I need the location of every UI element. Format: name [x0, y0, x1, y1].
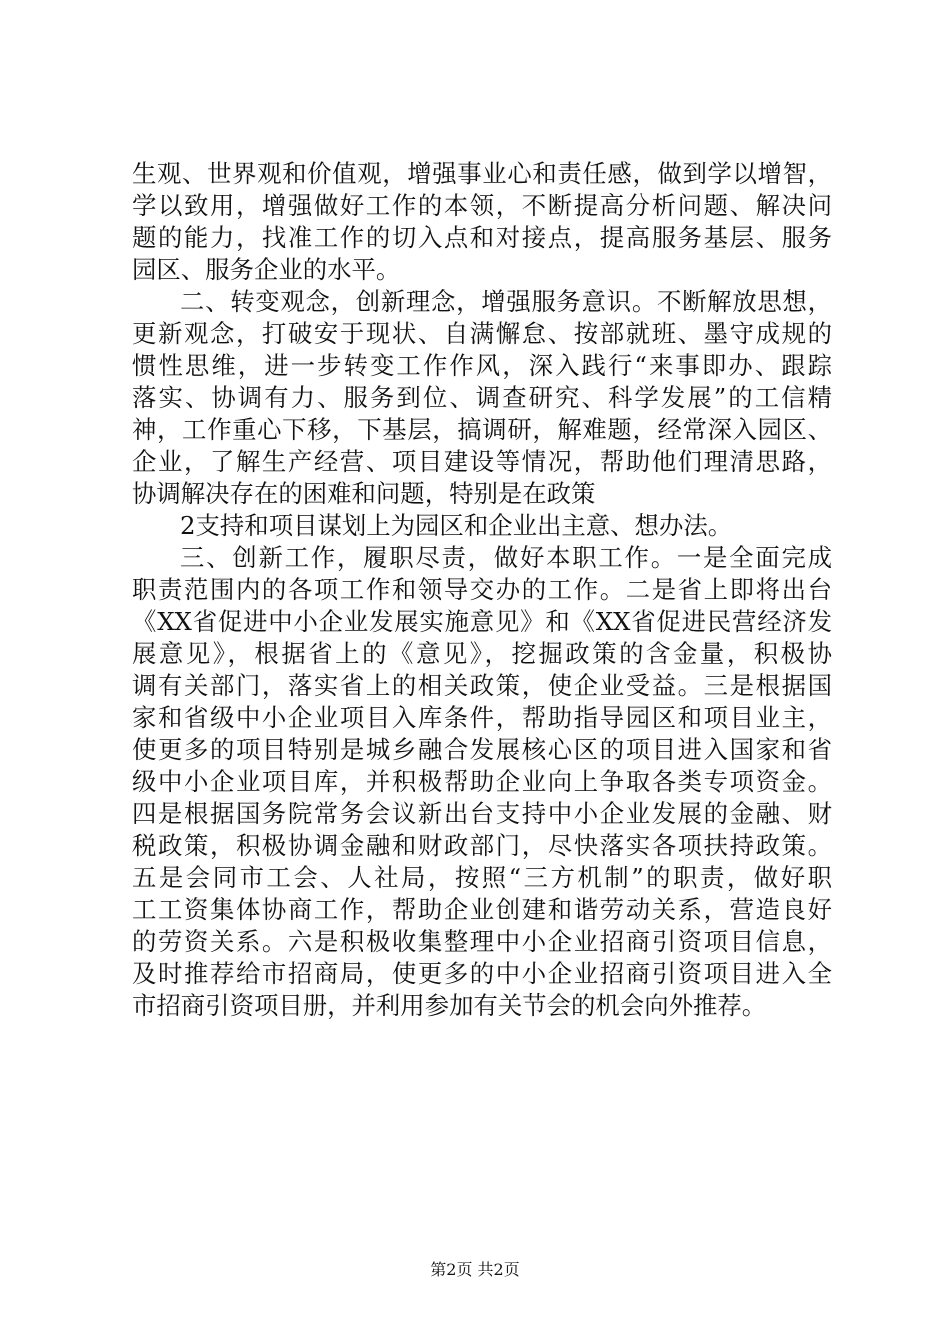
text-line: 惯性思维，进一步转变工作作风，深入践行“来事即办、跟踪	[132, 351, 832, 380]
text-line: 级中小企业项目库，并积极帮助企业向上争取各类专项资金。	[132, 767, 832, 796]
text-line: 及时推荐给市招商局，使更多的中小企业招商引资项目进入全	[132, 959, 832, 988]
text-line: 2支持和项目谋划上为园区和企业出主意、想办法。	[180, 511, 733, 540]
text-line: 更新观念，打破安于现状、自满懈怠、按部就班、墨守成规的	[132, 319, 832, 348]
text-line: 园区、服务企业的水平。	[132, 255, 401, 284]
text-line: 题的能力，找准工作的切入点和对接点，提高服务基层、服务	[132, 223, 832, 252]
text-line: 税政策，积极协调金融和财政部门，尽快落实各项扶持政策。	[132, 831, 832, 860]
text-line: 四是根据国务院常务会议新出台支持中小企业发展的金融、财	[132, 799, 832, 828]
text-line: 展意见》，根据省上的《意见》，挖掘政策的含金量，积极协	[132, 639, 832, 668]
paragraph-3	[132, 510, 832, 542]
text-line: 学以致用，增强做好工作的本领，不断提高分析问题、解决问	[132, 191, 832, 220]
text-line: 协调解决存在的困难和问题，特别是在政策	[132, 479, 596, 508]
text-line: 市招商引资项目册，并利用参加有关节会的机会向外推荐。	[132, 991, 767, 1020]
text-line: 三、创新工作，履职尽责，做好本职工作。一是全面完成	[180, 543, 832, 572]
paragraph-1	[132, 158, 832, 286]
paragraph-4	[132, 542, 832, 1022]
text-line: 职责范围内的各项工作和领导交办的工作。二是省上即将出台	[132, 575, 832, 604]
text-line: 生观、世界观和价值观，增强事业心和责任感，做到学以增智，	[132, 159, 832, 188]
text-line: 工工资集体协商工作，帮助企业创建和谐劳动关系，营造良好	[132, 895, 832, 924]
text-line: 二、转变观念，创新理念，增强服务意识。不断解放思想，	[180, 287, 832, 316]
page-number: 第2页 共2页	[430, 1260, 520, 1279]
text-line: 五是会同市工会、人社局，按照“三方机制”的职责，做好职	[132, 863, 832, 892]
text-line: 落实、协调有力、服务到位、调查研究、科学发展”的工信精	[132, 383, 832, 412]
text-line: 神，工作重心下移，下基层，搞调研，解难题，经常深入园区、	[132, 415, 832, 444]
text-line: 的劳资关系。六是积极收集整理中小企业招商引资项目信息，	[132, 927, 832, 956]
text-line: 企业，了解生产经营、项目建设等情况，帮助他们理清思路，	[132, 447, 832, 476]
text-line: 家和省级中小企业项目入库条件，帮助指导园区和项目业主，	[132, 703, 832, 732]
text-line: 使更多的项目特别是城乡融合发展核心区的项目进入国家和省	[132, 735, 832, 764]
paragraph-2	[132, 286, 832, 510]
text-line: 《XX省促进中小企业发展实施意见》和《XX省促进民营经济发	[132, 607, 832, 636]
text-line: 调有关部门，落实省上的相关政策，使企业受益。三是根据国	[132, 671, 832, 700]
document-body	[132, 158, 832, 1022]
